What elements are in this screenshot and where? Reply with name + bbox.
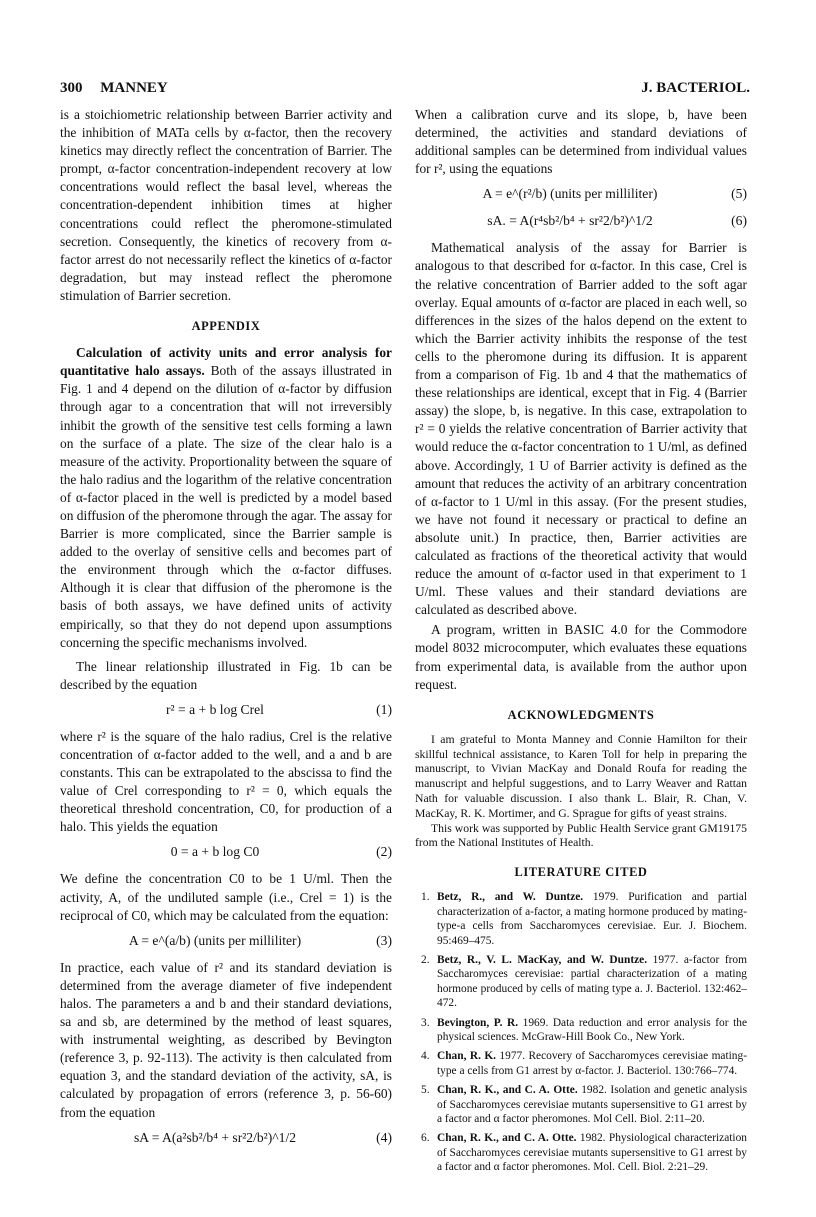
left-column [60, 106, 392, 1156]
equation-4 [60, 1129, 392, 1149]
reference-list [415, 890, 747, 1174]
equation-5-body: A = e^(r²/b) (units per milliliter) [482, 186, 658, 202]
reference-text: 1977. Recovery of Saccharomyces cerevisiae mating-type a cells from G1 arrest by α-factor. J. Bacteriol. 130:766–774. [437, 1050, 747, 1077]
acknowledgments-text: I am grateful to Monta Manney and Connie Hamilton for their skillful technical assistance, to Karen Toll for help in preparing the manuscript, to Vivian MacKay and Donald Roufa for reading the manuscript and helpful suggestions, and to Larry Weaver and Rattan Nath for valuable discussion. I also thank L. Blair, R. Chan, V. MacKay, R. K. Mortimer, and G. Sprague for gifts of yeast strains. [415, 732, 747, 820]
reference-text: 1977. a-factor from Saccharomyces cerevisiae: partial characterization of a mating hormone produced by cells of mating type a. J. Bacteriol. 132:462–472. [437, 953, 747, 1010]
equation-2-body: 0 = a + b log C0 [170, 844, 260, 860]
reference-item [415, 1131, 747, 1174]
equation-6-body: sA. = A(r⁴sb²/b⁴ + sr²2/b²)^1/2 [487, 213, 653, 229]
equation-5 [415, 185, 747, 205]
reference-authors: Chan, R. K., and C. A. Otte. [437, 1084, 578, 1097]
reference-authors: Betz, R., and W. Duntze. [437, 891, 584, 904]
equation-4-body: sA = A(a²sb²/b⁴ + sr²2/b²)^1/2 [133, 1129, 297, 1145]
reference-item [415, 1083, 747, 1126]
calc-body: Both of the assays illustrated in Fig. 1 and 4 depend on the dilution of α-factor by diffusion through agar to a concentration that will not irreversibly inhibit the growth of the sensitive test cells forming a lawn on the surface of a plate. The size of the clear halo is a measure of the activity. Proportionality between the square of the halo radius and the logarithm of the relative concentration of α-factor placed in the well is predicted by a model based on diffusion of the pheromone through the agar. The assay for Barrier is more complicated, since the Barrier sample is added to the overlay of sensitive cells and becomes part of the environment through which the α-factor diffuses. Although it is clear that diffusion of the pheromone is the basis of both assays, we have defined units of activity empirically, so that they do not depend upon assumptions concerning the specific mechanisms involved. [60, 363, 392, 650]
reference-number: 6. [421, 1132, 430, 1145]
equation-4-number: (4) [376, 1129, 392, 1145]
after-eq2-paragraph: We define the concentration C0 to be 1 U/ml. Then the activity, A, of the undiluted sample (i.e., Crel = 1) is the reciprocal of C0, which may be calculated from the equation: [60, 871, 392, 923]
equation-1 [60, 701, 392, 721]
reference-text: 1969. Data reduction and error analysis for the physical sciences. McGraw-Hill Book Co., New York. [437, 1016, 747, 1043]
calc-title: Calculation of activity units and error analysis for quantitative halo assays. [60, 345, 392, 379]
funding-text: This work was supported by Public Health Service grant GM19175 from the National Institutes of Health. [415, 821, 747, 850]
literature-heading: LITERATURE CITED [514, 865, 648, 880]
reference-text: 1979. Purification and partial characterization of a-factor, a mating hormone produced by mating-type-a cells from Saccharomyces cerevisiae. Eur. J. Biochem. 95:469–475. [437, 891, 747, 947]
equation-6-number: (6) [731, 213, 747, 229]
equation-3 [60, 932, 392, 952]
reference-number: 4. [421, 1050, 430, 1063]
math-analysis-paragraph: Mathematical analysis of the assay for Barrier is analogous to that described for α-factor. In this case, Crel is the relative concentration of Barrier added to the soft agar overlay. Equal amounts of α-factor are placed in each well, so differences in the sizes of the halos depend on the extent to which the Barrier activity inhibits the response of the test cells to the pheromone during its diffusion. It is apparent from a comparison of Fig. 1b and 4 that the mathematics of these relationships are identical, except that in Fig. 4 (Barrier assay) the slope, b, is negative. In this case, extrapolation to r² = 0 yields the relative concentration of Barrier activity that would reduce the α-factor concentration to 1 U/ml, as defined above. Accordingly, 1 U of Barrier activity is defined as the amount that reduces the activity of an arbitrary concentration of α-factor to 1 U/ml in this assay. (For the present studies, we have not found it necessary or practical to define an absolute unit.) In practice, then, Barrier activities are calculated as fractions of the theoretical activity that would reduce the amount of α-factor used in that experiment to 1 U/ml. These values and their standard deviations are calculated as described above. [415, 240, 747, 618]
equation-2 [60, 843, 392, 863]
reference-item [415, 1049, 747, 1078]
reference-item [415, 890, 747, 948]
page-header [60, 80, 750, 102]
calibration-paragraph: When a calibration curve and its slope, b, have been determined, the activities and standard deviations of additional samples can be determined from individual values for r², using the equations [415, 107, 747, 177]
equation-2-number: (2) [376, 844, 392, 860]
acknowledgments-heading: ACKNOWLEDGMENTS [507, 707, 655, 722]
reference-item [415, 1016, 747, 1045]
after-eq3-paragraph: In practice, each value of r² and its standard deviation is determined from the average diameter of five independent halos. The parameters a and b and their standard deviations, sa and sb, are determined by the method of least squares, with instrumental weighting, as described by Bevington (reference 3, p. 92-113). The activity is then calculated from equation 3, and the standard deviation of the activity, sA, is calculated by propagation of errors (reference 3, p. 56-60) from the equation [60, 959, 392, 1120]
reference-number: 2. [421, 953, 430, 966]
intro-paragraph: is a stoichiometric relationship between Barrier activity and the inhibition of MATa cells by α-factor, then the recovery kinetics may directly reflect the concentration of Barrier. The prompt, α-factor concentration-independent recovery at low concentrations would reflect the basal level, whereas the concentration-dependent inhibition times at higher concentrations could reflect the pheromone-stimulated secretion. Consequently, the kinetics of recovery from α-factor arrest do not necessarily reflect the kinetics of α-factor degradation, but may instead reflect the pheromone stimulation of Barrier secretion. [60, 107, 392, 303]
equation-3-number: (3) [376, 932, 392, 948]
reference-authors: Chan, R. K., and C. A. Otte. [437, 1132, 577, 1145]
after-eq1-paragraph: where r² is the square of the halo radius, Crel is the relative concentration of α-factor added to the well, and a and b are constants. This can be extrapolated to the abscissa to find the value of Crel corresponding to r² = 0, which equals the theoretical threshold concentration, C0, for production of a halo. This yields the equation [60, 728, 392, 835]
reference-item [415, 953, 747, 1011]
linear-intro: The linear relationship illustrated in Fig. 1b can be described by the equation [60, 658, 392, 692]
reference-number: 3. [421, 1016, 430, 1029]
program-paragraph: A program, written in BASIC 4.0 for the Commodore model 8032 microcomputer, which evaluates these equations from experimental data, is available from the author upon request. [415, 622, 747, 692]
calc-paragraph [60, 344, 392, 652]
appendix-heading: APPENDIX [191, 319, 261, 334]
equation-6 [415, 212, 747, 232]
equation-1-body: r² = a + b log Crel [166, 701, 264, 717]
reference-authors: Betz, R., V. L. MacKay, and W. Duntze. [437, 953, 648, 966]
reference-number: 5. [421, 1084, 430, 1097]
reference-authors: Bevington, P. R. [437, 1016, 519, 1029]
journal-name: J. BACTERIOL. [641, 80, 750, 96]
header-left [60, 80, 182, 97]
reference-text: 1982. Physiological characterization of Saccharomyces cerevisiae mutants supersensitive to G1 arrest by a factor and α factor pheromones. Mol. Cell. Biol. 2:21–29. [437, 1132, 747, 1174]
equation-3-body: A = e^(a/b) (units per milliliter) [128, 932, 302, 948]
reference-text: 1982. Isolation and genetic analysis of Saccharomyces cerevisiae mutants supersensitive to G1 arrest by a factor and α factor pheromones. Mol Cell. Biol. 2:11–20. [437, 1084, 747, 1125]
equation-5-number: (5) [731, 186, 747, 202]
page-number: 300 [60, 80, 83, 96]
reference-authors: Chan, R. K. [437, 1050, 497, 1063]
right-column [415, 106, 747, 1180]
equation-1-number: (1) [376, 701, 392, 717]
reference-number: 1. [421, 891, 430, 904]
running-author: MANNEY [100, 80, 168, 96]
